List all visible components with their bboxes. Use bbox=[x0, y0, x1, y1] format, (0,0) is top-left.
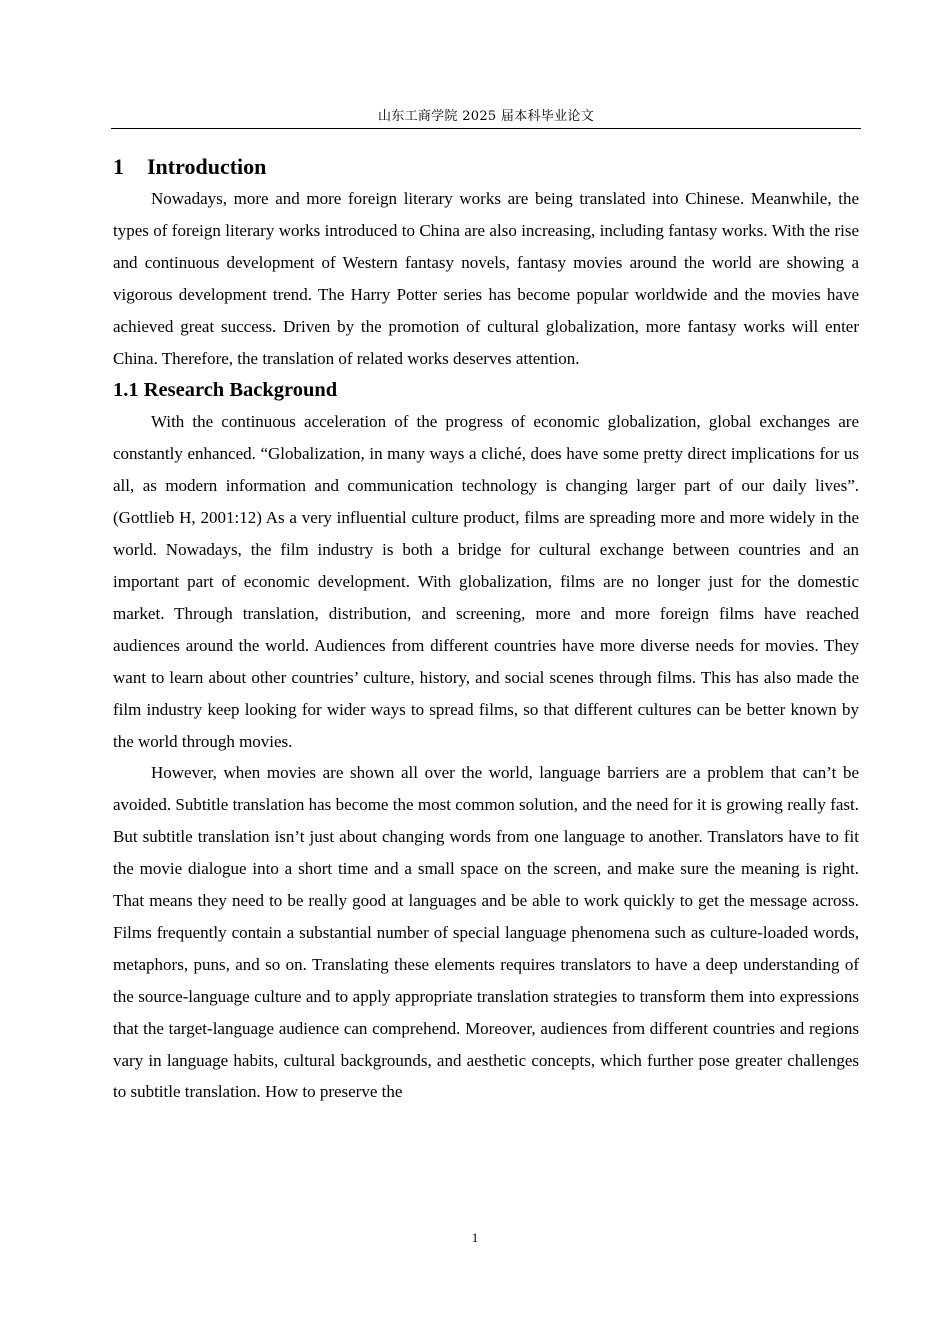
background-paragraph-2: However, when movies are shown all over the world, language barriers are a problem that can’t be avoided. Subtitle translation has become the most common solution, and the need for it is growing really fast. But subtitle translation isn’t just about changing words from one language to another. Translators have to fit the movie dialogue into a short time and a small space on the screen, and make sure the meaning is right. That means they need to be really good at languages and be able to work quickly to get the message across. Films frequently contain a substantial number of special language phenomena such as culture-loaded words, metaphors, puns, and so on. Translating these elements requires translators to have a deep understanding of the source-language culture and to apply appropriate translation strategies to transform them into expressions that the target-language audience can comprehend. Moreover, audiences from different countries and regions vary in language habits, cultural backgrounds, and aesthetic concepts, which further pose greater challenges to subtitle translation. How to preserve the bbox=[113, 763, 859, 1102]
background-paragraph-1: With the continuous acceleration of the progress of economic globalization, global exchanges are constantly enhanced. “Globalization, in many ways a cliché, does have some pretty direct implications for us all, as modern information and communication technology is changing larger part of our daily lives”. (Gottlieb H, 2001:12) As a very influential culture product, films are spreading more and more widely in the world. Nowadays, the film industry is both a bridge for cultural exchange between countries and an important part of economic development. With globalization, films are no longer just for the domestic market. Through translation, distribution, and screening, more and more foreign films have reached audiences around the world. Audiences from different countries have more diverse needs for movies. They want to learn about other countries’ culture, history, and social scenes through films. This has also made the film industry keep looking for wider ways to spread films, so that different cultures can be better known by the world through movies. bbox=[113, 412, 859, 751]
chapter-heading bbox=[113, 151, 859, 183]
page-body bbox=[113, 151, 859, 1108]
running-header: 山东工商学院 2025 届本科毕业论文 bbox=[377, 109, 595, 124]
chapter-title: Introduction bbox=[147, 154, 267, 179]
chapter-number: 1 bbox=[113, 154, 124, 179]
intro-paragraph: Nowadays, more and more foreign literary works are being translated into Chinese. Meanwhile, the types of foreign literary works introduced to China are also increasing, including fantasy works. With the rise and continuous development of Western fantasy novels, fantasy movies around the world are showing a vigorous development trend. The Harry Potter series has become popular worldwide and the movies have achieved great success. Driven by the promotion of cultural globalization, more fantasy works will enter China. Therefore, the translation of related works deserves attention. bbox=[113, 189, 859, 368]
page-number: 1 bbox=[471, 1230, 479, 1245]
header-divider bbox=[111, 128, 861, 129]
section-heading: 1.1 Research Background bbox=[113, 379, 338, 402]
